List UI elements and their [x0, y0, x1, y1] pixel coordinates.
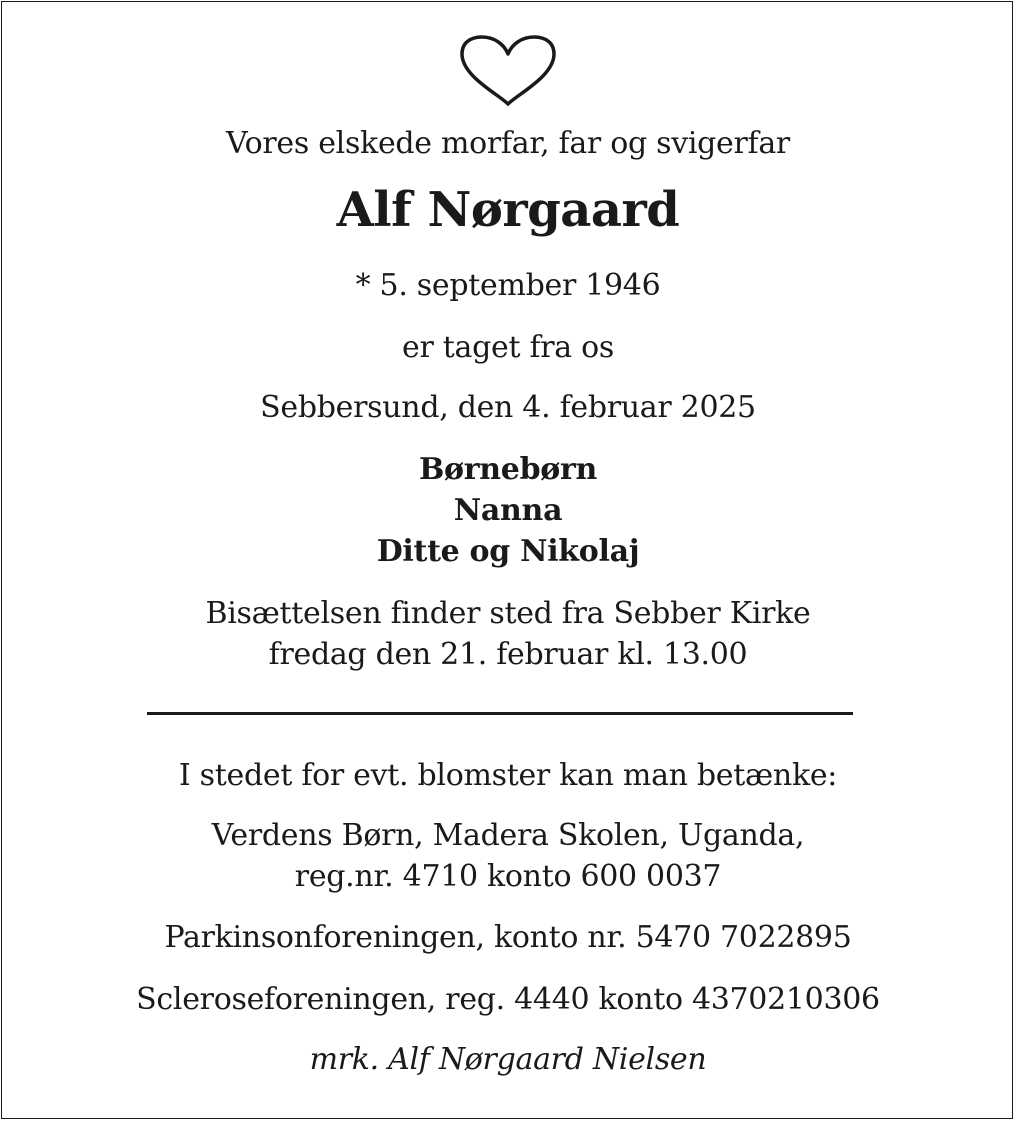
- heart-icon: [458, 34, 558, 106]
- family-heading: Børnebørn: [419, 452, 597, 487]
- donation-verdens-born: Verdens Børn, Madera Skolen, Uganda,: [211, 818, 805, 853]
- funeral-location: Bisættelsen finder sted fra Sebber Kirke: [205, 596, 811, 631]
- family-member: Nanna: [453, 493, 563, 528]
- family-member: Ditte og Nikolaj: [376, 534, 640, 569]
- funeral-time: fredag den 21. februar kl. 13.00: [268, 637, 748, 672]
- donation-sclerose: Scleroseforeningen, reg. 4440 konto 4370210306: [136, 982, 880, 1017]
- donation-parkinson: Parkinsonforeningen, konto nr. 5470 7022895: [164, 920, 852, 955]
- donation-intro: I stedet for evt. blomster kan man betænke:: [178, 758, 838, 793]
- intro-text: Vores elskede morfar, far og svigerfar: [226, 126, 790, 161]
- donation-verdens-born-account: reg.nr. 4710 konto 600 0037: [294, 859, 722, 894]
- donation-reference: mrk. Alf Nørgaard Nielsen: [309, 1042, 707, 1077]
- deceased-name: Alf Nørgaard: [336, 182, 680, 238]
- place-date: Sebbersund, den 4. februar 2025: [260, 390, 756, 425]
- passed-text: er taget fra os: [402, 330, 614, 365]
- birth-date: * 5. september 1946: [355, 268, 661, 303]
- divider-line: [147, 712, 853, 715]
